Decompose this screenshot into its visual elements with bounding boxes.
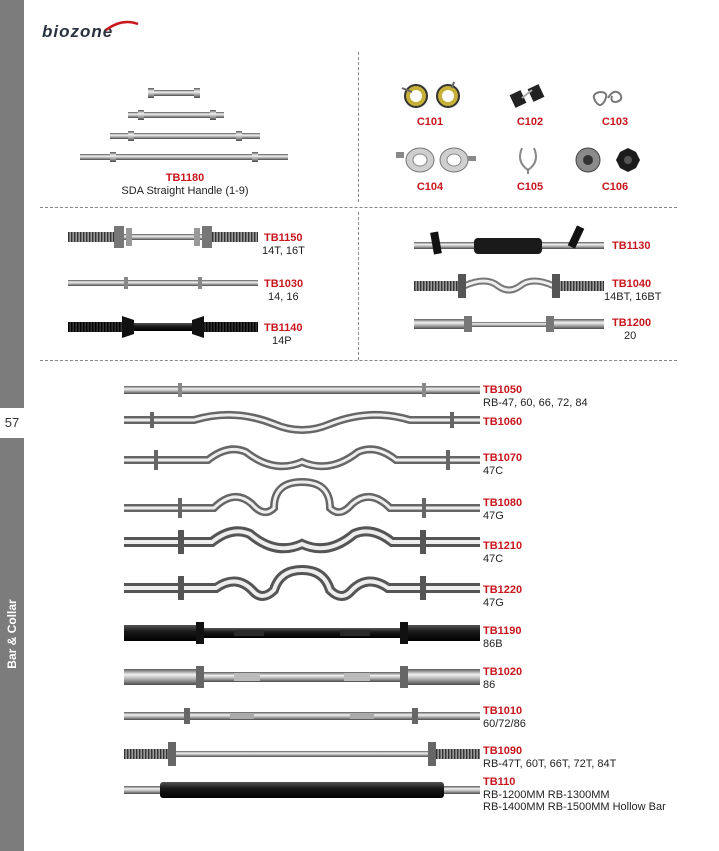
tb1190-code: TB1190	[483, 625, 522, 637]
tb110-desc: RB-1200MM RB-1300MM	[483, 789, 610, 801]
tb1040-bar-image	[414, 272, 604, 300]
tb1040-desc: 14BT, 16BT	[604, 291, 662, 303]
tb1190-bar-image	[124, 622, 480, 644]
tb1070-bar-image	[124, 444, 480, 476]
tb1180-code: TB1180	[165, 172, 205, 184]
tb1140-bar-image	[68, 314, 258, 340]
c103-collar-image	[588, 80, 628, 112]
c106-code: C106	[601, 181, 629, 193]
tb1130-code: TB1130	[612, 240, 651, 252]
tb1220-code: TB1220	[483, 584, 523, 596]
tb1030-code: TB1030	[264, 278, 304, 290]
divider-top	[358, 52, 359, 202]
section-label: Bar & Collar	[5, 599, 19, 669]
c102-code: C102	[516, 116, 544, 128]
tb1200-code: TB1200	[612, 317, 652, 329]
tb1090-code: TB1090	[483, 745, 523, 757]
tb1220-bar-image	[124, 568, 480, 608]
tb1020-code: TB1020	[483, 666, 523, 678]
c102-collar-image	[502, 80, 552, 112]
tb1140-desc: 14P	[272, 335, 292, 347]
tb1020-desc: 86	[483, 679, 496, 691]
tb1050-bar-image	[124, 382, 480, 398]
tb1010-bar-image	[124, 708, 480, 724]
tb1050-code: TB1050	[483, 384, 523, 396]
tb1180-handles-image	[78, 86, 290, 168]
c104-collar-image	[392, 144, 482, 176]
c106-collar-image	[570, 144, 646, 176]
tb1210-desc: 47C	[483, 553, 504, 565]
tb1090-desc: RB-47T, 60T, 66T, 72T, 84T	[483, 758, 617, 770]
tb1030-desc: 14, 16	[268, 291, 299, 303]
c101-code: C101	[416, 116, 444, 128]
tb1060-bar-image	[124, 408, 480, 436]
tb1150-code: TB1150	[264, 232, 303, 244]
c103-code: C103	[601, 116, 629, 128]
tb1150-desc: 14T, 16T	[262, 245, 305, 257]
tb1010-desc: 60/72/86	[483, 718, 526, 730]
tb1210-bar-image	[124, 524, 480, 560]
tb1190-desc: 86B	[483, 638, 503, 650]
c101-collar-image	[398, 80, 468, 112]
tb1220-desc: 47G	[483, 597, 504, 609]
tb110-code: TB110	[483, 776, 516, 788]
tb1070-desc: 47C	[483, 465, 504, 477]
tb1050-desc: RB-47, 60, 66, 72, 84	[483, 397, 588, 409]
tb110-desc2: RB-1400MM RB-1500MM Hollow Bar	[483, 801, 666, 813]
c105-code: C105	[516, 181, 544, 193]
tb1210-code: TB1210	[483, 540, 523, 552]
tb1140-code: TB1140	[264, 322, 303, 334]
tb1200-desc: 20	[624, 330, 637, 342]
divider-mid	[358, 212, 359, 360]
tb1070-code: TB1070	[483, 452, 523, 464]
tb110-bar-image	[124, 780, 480, 800]
tb1150-bar-image	[68, 224, 258, 250]
brand-logo: biozone	[42, 22, 114, 41]
tb1130-bar-image	[414, 224, 604, 260]
tb1030-bar-image	[68, 276, 258, 290]
tb1040-code: TB1040	[612, 278, 652, 290]
logo-swoosh-icon	[104, 18, 140, 32]
page-number: 57	[0, 408, 24, 438]
c104-code: C104	[416, 181, 444, 193]
tb1010-code: TB1010	[483, 705, 523, 717]
tb1080-desc: 47G	[483, 510, 504, 522]
c105-collar-image	[514, 144, 544, 176]
tb1020-bar-image	[124, 666, 480, 688]
tb1180-desc: SDA Straight Handle (1-9)	[121, 185, 249, 197]
tb1200-bar-image	[414, 314, 604, 334]
tb1080-code: TB1080	[483, 497, 523, 509]
divider-h2	[40, 360, 677, 361]
tb1090-bar-image	[124, 742, 480, 766]
divider-h1	[40, 207, 677, 208]
tb1080-bar-image	[124, 478, 480, 524]
tb1060-code: TB1060	[483, 416, 523, 428]
